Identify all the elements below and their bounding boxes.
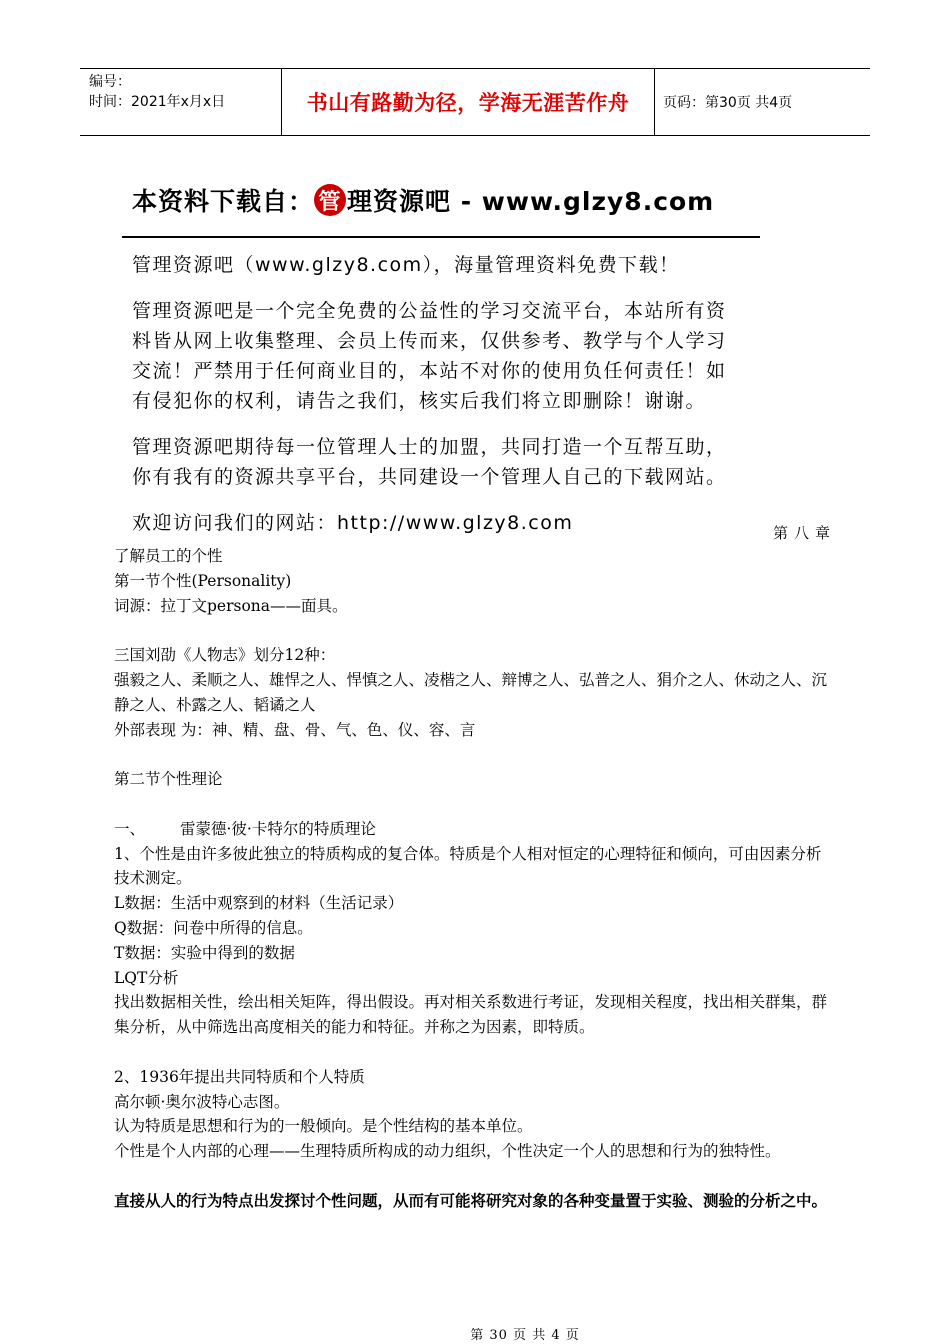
document-body — [114, 544, 836, 1214]
paragraph: LQT分析 — [114, 968, 179, 987]
banner-divider — [122, 236, 760, 238]
paragraph: 词源：拉丁文persona——面具。 — [114, 596, 348, 615]
paragraph: 认为特质是思想和行为的一般倾向。是个性结构的基本单位。 — [114, 1117, 533, 1136]
paragraph: L数据：生活中观察到的材料（生活记录） — [114, 894, 404, 913]
banner-title-prefix: 本资料下载自： — [132, 187, 315, 216]
header-date: 时间：2021年x月x日 — [89, 94, 226, 110]
paragraph: 1、个性是由许多彼此独立的特质构成的复合体。特质是个人相对恒定的心理特征和倾向，可由因素分析技术测定。 — [114, 844, 822, 888]
paragraph: 强毅之人、柔顺之人、雄悍之人、悍慎之人、凌楷之人、辩博之人、弘普之人、狷介之人、休动之人、沉静之人、朴露之人、韬谲之人 — [114, 670, 828, 714]
section-title: 了解员工的个性 — [114, 547, 223, 565]
header-motto: 书山有路勤为径，学海无涯苦作舟 — [281, 69, 655, 135]
paragraph: 个性是个人内部的心理——生理特质所构成的动力组织，个性决定一个人的思想和行为的独特性。 — [114, 1142, 781, 1161]
banner-para3 — [120, 432, 770, 492]
site-logo-icon: 管 — [314, 184, 346, 216]
paragraph: 2、1936年提出共同特质和个人特质 — [114, 1067, 365, 1086]
banner-para2-line: 管理资源吧是一个完全免费的公益性的学习交流平台，本站所有资 — [132, 300, 727, 322]
banner-title — [120, 178, 770, 222]
page-footer: 第 30 页 共 4 页 — [470, 1328, 580, 1343]
bold-paragraph: 直接从人的行为特点出发探讨个性问题，从而有可能将研究对象的各种变量置于实验、测验的分析之中。 — [114, 1190, 828, 1210]
banner-para2 — [120, 296, 770, 416]
section-heading: 第二节个性理论 — [114, 770, 223, 789]
chapter-heading: 第八章 — [772, 524, 836, 542]
paragraph: 外部表现 为：神、精、盘、骨、气、色、仪、容、言 — [114, 720, 476, 739]
banner-para2-line: 有侵犯你的权利，请告之我们，核实后我们将立即删除！谢谢。 — [132, 390, 707, 412]
banner-line1: 管理资源吧（www.glzy8.com），海量管理资料免费下载！ — [132, 254, 680, 276]
header-page-info: 页码：第30页 共4页 — [663, 95, 793, 111]
header-number: 编号： — [89, 74, 131, 90]
subsection-number: 一、 — [114, 819, 146, 838]
paragraph: 三国刘劭《人物志》划分12种： — [114, 646, 336, 665]
banner-para2-line: 交流！严禁用于任何商业目的，本站不对你的使用负任何责任！如 — [132, 360, 727, 382]
page-header — [80, 68, 870, 136]
banner-para3-line: 你有我有的资源共享平台，共同建设一个管理人自己的下载网站。 — [132, 466, 727, 488]
paragraph: 高尔顿·奥尔波特心志图。 — [114, 1092, 290, 1111]
paragraph: T数据：实验中得到的数据 — [114, 943, 295, 962]
banner-para2-line: 料皆从网上收集整理、会员上传而来，仅供参考、教学与个人学习 — [132, 330, 727, 352]
subsection-text: 雷蒙德·彼·卡特尔的特质理论 — [180, 819, 376, 838]
paragraph: 找出数据相关性，绘出相关矩阵，得出假设。再对相关系数进行考证，发现相关程度，找出相关群集，群集分析，从中筛选出高度相关的能力和特征。并称之为因素，即特质。 — [114, 993, 828, 1037]
section-heading: 第一节个性(Personality) — [114, 571, 292, 590]
banner-welcome: 欢迎访问我们的网站：http://www.glzy8.com — [132, 512, 574, 534]
header-meta — [80, 69, 281, 135]
subsection-heading — [114, 817, 836, 842]
banner-title-suffix: 理资源吧 - www.glzy8.com — [347, 187, 715, 216]
banner-para3-line: 管理资源吧期待每一位管理人士的加盟，共同打造一个互帮互助， — [132, 436, 727, 458]
paragraph: Q数据：问卷中所得的信息。 — [114, 918, 313, 937]
download-banner — [120, 178, 770, 533]
